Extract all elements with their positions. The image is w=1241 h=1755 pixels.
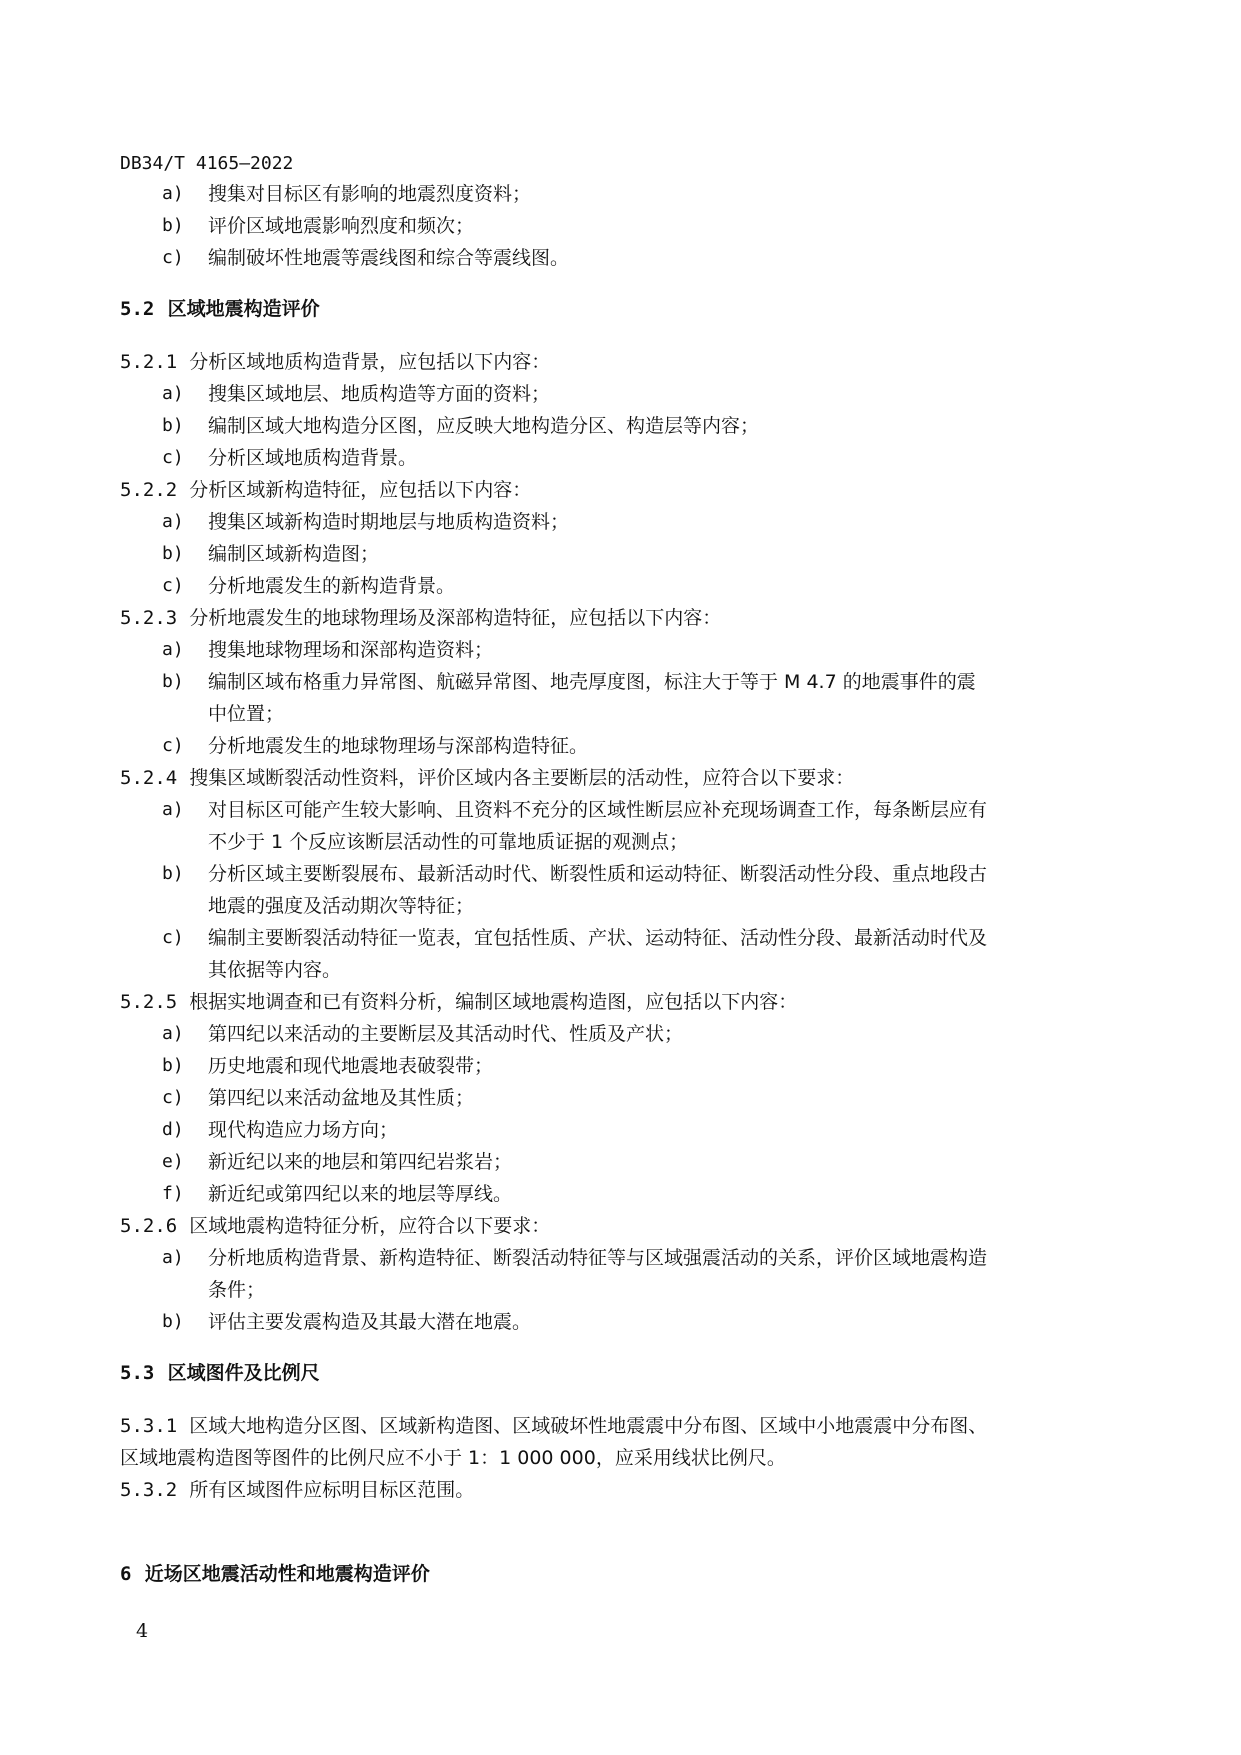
clause-5-2-3 [120, 606, 721, 630]
clause-text: 分析地震发生的地球物理场及深部构造特征，应包括以下内容： [189, 607, 722, 629]
list-item-text: 新近纪或第四纪以来的地层等厚线。 [208, 1183, 513, 1205]
clause-number: 5.2.5 [120, 991, 178, 1013]
list-item-text: 搜集地球物理场和深部构造资料； [208, 639, 494, 661]
page-number: 4 [136, 1620, 149, 1642]
chapter-title: 近场区地震活动性和地震构造评价 [144, 1563, 430, 1585]
list-item-text: 搜集对目标区有影响的地震烈度资料； [208, 183, 532, 205]
list-item-label: b) [162, 863, 184, 884]
list-item-text: 编制破坏性地震等震线图和综合等震线图。 [208, 247, 570, 269]
chapter-heading-6 [120, 1562, 430, 1586]
list-item-label: d) [162, 1119, 184, 1140]
list-item-label: a) [162, 799, 184, 820]
list-item-label: c) [162, 575, 184, 596]
standard-code: DB34/T 4165—2022 [120, 153, 294, 174]
list-item-text: 对目标区可能产生较大影响、且资料不充分的区域性断层应补充现场调查工作，每条断层应有 [208, 799, 988, 821]
clause-5-2-6 [120, 1214, 550, 1238]
list-item-text: 搜集区域新构造时期地层与地质构造资料； [208, 511, 570, 533]
list-item-label: c) [162, 447, 184, 468]
list-item-label: b) [162, 1055, 184, 1076]
list-item-continuation: 不少于 1 个反应该断层活动性的可靠地质证据的观测点； [208, 831, 689, 853]
list-item-label: b) [162, 1311, 184, 1332]
clause-number: 5.2.3 [120, 607, 178, 629]
list-item-text: 分析地震发生的新构造背景。 [208, 575, 456, 597]
list-item-continuation: 地震的强度及活动期次等特征； [208, 895, 475, 917]
list-item-continuation: 中位置； [208, 703, 285, 725]
clause-number: 5.3.1 [120, 1415, 178, 1437]
list-item-text: 编制主要断裂活动特征一览表，宜包括性质、产状、运动特征、活动性分段、最新活动时代及 [208, 927, 988, 949]
clause-number: 5.2.2 [120, 479, 178, 501]
clause-continuation: 区域地震构造图等图件的比例尺应不小于 1：1 000 000，应采用线状比例尺。 [120, 1447, 786, 1469]
list-item-text: 分析区域主要断裂展布、最新活动时代、断裂性质和运动特征、断裂活动性分段、重点地段古 [208, 863, 988, 885]
chapter-number: 6 [120, 1563, 132, 1585]
list-item-text: 历史地震和现代地震地表破裂带； [208, 1055, 494, 1077]
list-item-text: 编制区域新构造图； [208, 543, 380, 565]
list-item-continuation: 其依据等内容。 [208, 959, 342, 981]
list-item-label: a) [162, 383, 184, 404]
list-item-label: c) [162, 735, 184, 756]
list-item-text: 评估主要发震构造及其最大潜在地震。 [208, 1311, 532, 1333]
list-item-text: 第四纪以来活动盆地及其性质； [208, 1087, 475, 1109]
list-item-text: 分析地震发生的地球物理场与深部构造特征。 [208, 735, 589, 757]
clause-number: 5.2.6 [120, 1215, 178, 1237]
section-heading-5-3 [120, 1361, 320, 1385]
list-item-text: 第四纪以来活动的主要断层及其活动时代、性质及产状； [208, 1023, 684, 1045]
clause-text: 分析区域地质构造背景，应包括以下内容： [189, 351, 551, 373]
list-item-label: b) [162, 215, 184, 236]
list-item-text: 新近纪以来的地层和第四纪岩浆岩； [208, 1151, 513, 1173]
list-item-label: a) [162, 639, 184, 660]
clause-5-2-5 [120, 990, 797, 1014]
list-item-label: a) [162, 1247, 184, 1268]
list-item-label: a) [162, 183, 184, 204]
list-item-label: f) [162, 1183, 184, 1204]
list-item-text: 搜集区域地层、地质构造等方面的资料； [208, 383, 551, 405]
list-item-text: 编制区域大地构造分区图，应反映大地构造分区、构造层等内容； [208, 415, 760, 437]
list-item-label: b) [162, 543, 184, 564]
clause-text: 分析区域新构造特征，应包括以下内容： [189, 479, 532, 501]
clause-5-3-2 [120, 1478, 474, 1502]
clause-text: 区域大地构造分区图、区域新构造图、区域破坏性地震震中分布图、区域中小地震震中分布图、 [189, 1415, 988, 1437]
clause-text: 区域地震构造特征分析，应符合以下要求： [189, 1215, 551, 1237]
clause-text: 搜集区域断裂活动性资料，评价区域内各主要断层的活动性，应符合以下要求： [189, 767, 855, 789]
list-item-label: c) [162, 247, 184, 268]
list-item-text: 评价区域地震影响烈度和频次； [208, 215, 475, 237]
clause-number: 5.2.1 [120, 351, 178, 373]
list-item-text: 分析地质构造背景、新构造特征、断裂活动特征等与区域强震活动的关系，评价区域地震构造 [208, 1247, 988, 1269]
clause-5-2-2 [120, 478, 531, 502]
section-title: 区域图件及比例尺 [167, 1362, 320, 1384]
list-item-text: 分析区域地质构造背景。 [208, 447, 418, 469]
clause-5-2-1 [120, 350, 550, 374]
list-item-label: b) [162, 671, 184, 692]
list-item-label: c) [162, 927, 184, 948]
clause-5-2-4 [120, 766, 854, 790]
list-item-label: e) [162, 1151, 184, 1172]
clause-text: 根据实地调查和已有资料分析，编制区域地震构造图，应包括以下内容： [189, 991, 798, 1013]
clause-number: 5.3.2 [120, 1479, 178, 1501]
list-item-text: 编制区域布格重力异常图、航磁异常图、地壳厚度图，标注大于等于 M 4.7 的地震事件的震 [208, 671, 976, 693]
section-title: 区域地震构造评价 [167, 298, 320, 320]
list-item-continuation: 条件； [208, 1279, 266, 1301]
clause-number: 5.2.4 [120, 767, 178, 789]
clause-text: 所有区域图件应标明目标区范围。 [189, 1479, 475, 1501]
list-item-label: a) [162, 1023, 184, 1044]
section-number: 5.3 [120, 1362, 155, 1384]
list-item-label: b) [162, 415, 184, 436]
section-number: 5.2 [120, 298, 155, 320]
list-item-label: a) [162, 511, 184, 532]
clause-5-3-1 [120, 1414, 987, 1438]
list-item-text: 现代构造应力场方向； [208, 1119, 399, 1141]
section-heading-5-2 [120, 297, 320, 321]
list-item-label: c) [162, 1087, 184, 1108]
